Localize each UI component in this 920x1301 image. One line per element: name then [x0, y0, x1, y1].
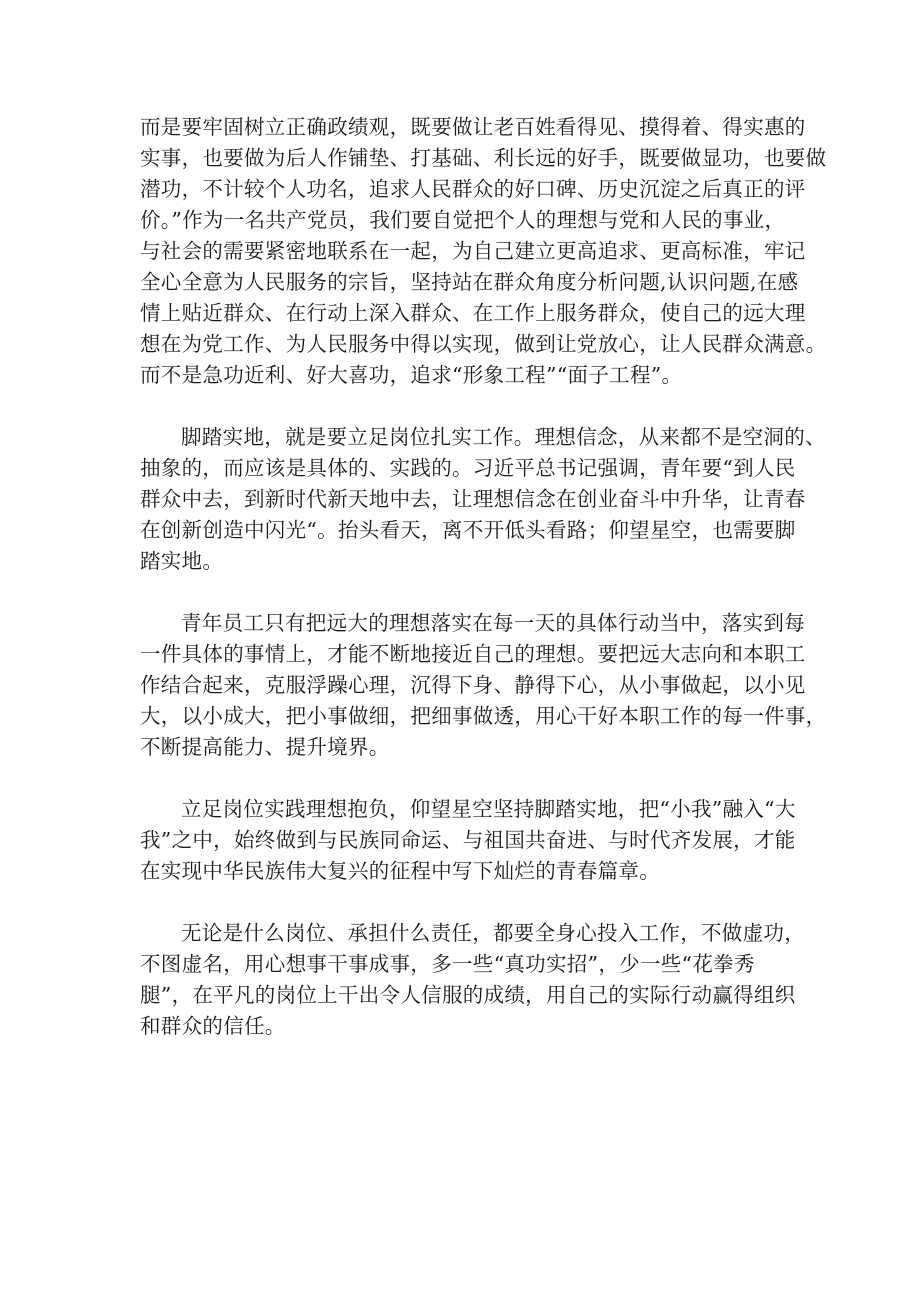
paragraph-line: 踏实地。 [140, 549, 224, 573]
paragraph-3 [140, 608, 827, 763]
paragraph-line: 腿”，在平凡的岗位上干出令人信服的成绩，用自己的实际行动赢得组织 [140, 983, 796, 1007]
paragraph-4 [140, 794, 805, 887]
paragraph-line: 而是要牢固树立正确政绩观，既要做让老百姓看得见、摸得着、得实惠的 [140, 115, 806, 139]
paragraph-line: 价。”作为一名共产党员，我们要自觉把个人的理想与党和人民的事业， [140, 208, 786, 232]
paragraph-line: 全心全意为人民服务的宗旨，坚持站在群众角度分析问题,认识问题,在感 [140, 270, 799, 294]
paragraph-line: 群众中去，到新时代新天地中去，让理想信念在创业奋斗中升华，让青春 [140, 487, 806, 511]
paragraph-line: 不图虚名，用心想事干事成事，多一些“真功实招”，少一些“花拳秀 [140, 952, 755, 976]
paragraph-spacer [140, 887, 805, 918]
document-body [140, 112, 827, 1042]
paragraph-line: 立足岗位实践理想抱负，仰望星空坚持脚踏实地，把“小我”融入“大 [181, 797, 796, 821]
paragraph-spacer [140, 763, 805, 794]
paragraph-line: 和群众的信任。 [140, 1014, 286, 1038]
paragraph-line: 实事，也要做为后人作铺垫、打基础、利长远的好手，既要做显功，也要做 [140, 146, 827, 170]
paragraph-line: 脚踏实地，就是要立足岗位扎实工作。理想信念，从来都不是空洞的、 [181, 425, 826, 449]
paragraph-line: 在创新创造中闪光“。抬头看天，离不开低头看路；仰望星空，也需要脚 [140, 518, 796, 542]
paragraph-line: 无论是什么岗位、承担什么责任，都要全身心投入工作，不做虚功， [181, 921, 805, 945]
paragraph-line: 与社会的需要紧密地联系在一起，为自己建立更高追求、更高标准，牢记 [140, 239, 806, 263]
paragraph-line: 一件具体的事情上，才能不断地接近自己的理想。要把远大志向和本职工 [140, 642, 806, 666]
paragraph-line: 大，以小成大，把小事做细，把细事做透，用心干好本职工作的每一件事， [140, 704, 827, 728]
paragraph-line: 想在为党工作、为人民服务中得以实现，做到让党放心，让人民群众满意。 [140, 332, 827, 356]
paragraph-line: 青年员工只有把远大的理想落实在每一天的具体行动当中，落实到每 [181, 611, 805, 635]
paragraph-5 [140, 918, 805, 1042]
paragraph-spacer [140, 391, 805, 422]
paragraph-1 [140, 112, 827, 391]
paragraph-spacer [140, 577, 805, 608]
paragraph-2 [140, 422, 826, 577]
paragraph-line: 我”之中，始终做到与民族同命运、与祖国共奋进、与时代齐发展，才能 [140, 828, 796, 852]
paragraph-line: 作结合起来，克服浮躁心理，沉得下身、静得下心，从小事做起，以小见 [140, 673, 806, 697]
paragraph-line: 抽象的，而应该是具体的、实践的。习近平总书记强调，青年要“到人民 [140, 456, 796, 480]
paragraph-line: 在实现中华民族伟大复兴的征程中写下灿烂的青春篇章。 [140, 859, 660, 883]
paragraph-line: 而不是急功近利、好大喜功，追求“形象工程”“面子工程”。 [140, 363, 683, 387]
paragraph-line: 情上贴近群众、在行动上深入群众、在工作上服务群众，使自己的远大理 [140, 301, 806, 325]
paragraph-line: 不断提高能力、提升境界。 [140, 735, 390, 759]
paragraph-line: 潜功，不计较个人功名，追求人民群众的好口碑、历史沉淀之后真正的评 [140, 177, 806, 201]
